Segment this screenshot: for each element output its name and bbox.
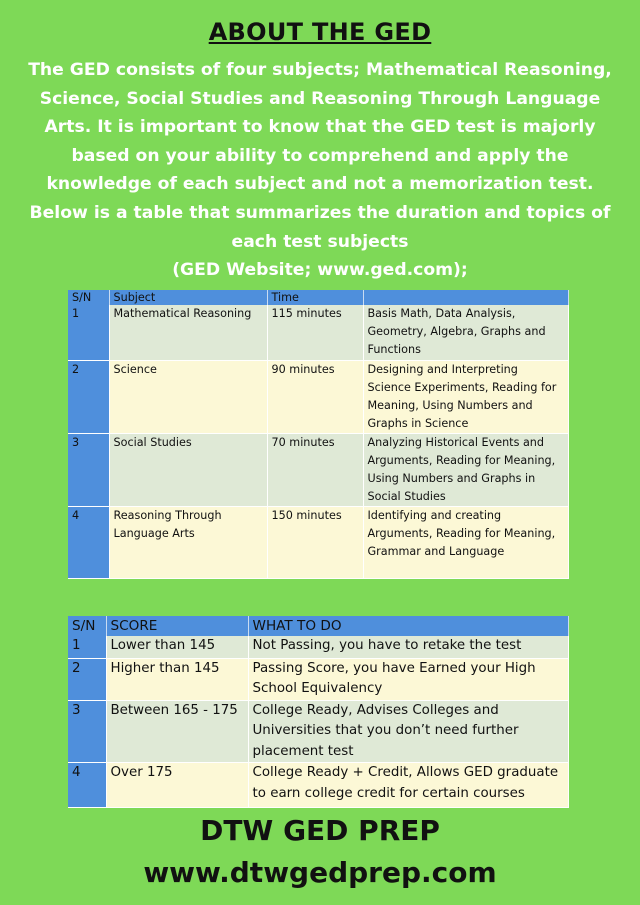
row-sn: 2 bbox=[68, 658, 106, 700]
row-sn: 3 bbox=[68, 700, 106, 763]
row-subject: Social Studies bbox=[109, 433, 267, 506]
row-subject: Reasoning Through Language Arts bbox=[109, 506, 267, 578]
subjects-table bbox=[68, 290, 569, 579]
table-row bbox=[68, 305, 568, 360]
header-topics bbox=[363, 290, 568, 305]
row-subject: Mathematical Reasoning bbox=[109, 305, 267, 360]
row-sn: 4 bbox=[68, 763, 106, 808]
header-sn: S/N bbox=[68, 290, 109, 305]
row-score: Lower than 145 bbox=[106, 636, 248, 658]
table-row bbox=[68, 636, 568, 658]
page-title: ABOUT THE GED bbox=[208, 18, 432, 46]
row-sn: 1 bbox=[68, 305, 109, 360]
header-score: SCORE bbox=[106, 616, 248, 636]
table-row bbox=[68, 763, 568, 808]
table-row bbox=[68, 360, 568, 433]
row-score: Between 165 - 175 bbox=[106, 700, 248, 763]
score-table bbox=[68, 616, 569, 808]
row-sn: 4 bbox=[68, 506, 109, 578]
score-header-row bbox=[68, 616, 568, 636]
header-subject: Subject bbox=[109, 290, 267, 305]
row-sn: 1 bbox=[68, 636, 106, 658]
row-action: College Ready + Credit, Allows GED graduate to earn college credit for certain courses bbox=[248, 763, 568, 808]
row-time: 150 minutes bbox=[267, 506, 363, 578]
row-time: 115 minutes bbox=[267, 305, 363, 360]
row-topics: Basis Math, Data Analysis, Geometry, Algebra, Graphs and Functions bbox=[363, 305, 568, 360]
row-sn: 3 bbox=[68, 433, 109, 506]
row-sn: 2 bbox=[68, 360, 109, 433]
row-topics: Designing and Interpreting Science Experiments, Reading for Meaning, Using Numbers and Graphs in Science bbox=[363, 360, 568, 433]
header-sn: S/N bbox=[68, 616, 106, 636]
intro-paragraph bbox=[22, 56, 618, 285]
brand-name: DTW GED PREP bbox=[200, 814, 440, 847]
row-subject: Science bbox=[109, 360, 267, 433]
intro-source: (GED Website; www.ged.com); bbox=[172, 260, 468, 281]
table-row bbox=[68, 700, 568, 763]
table-row bbox=[68, 506, 568, 578]
row-topics: Identifying and creating Arguments, Reading for Meaning, Grammar and Language bbox=[363, 506, 568, 578]
website-url: www.dtwgedprep.com bbox=[143, 856, 497, 889]
header-what-to-do: WHAT TO DO bbox=[248, 616, 568, 636]
header-time: Time bbox=[267, 290, 363, 305]
row-action: Passing Score, you have Earned your High School Equivalency bbox=[248, 658, 568, 700]
row-action: Not Passing, you have to retake the test bbox=[248, 636, 568, 658]
row-score: Higher than 145 bbox=[106, 658, 248, 700]
intro-text: The GED consists of four subjects; Mathematical Reasoning, Science, Social Studies and Reasoning Through Language Arts. It is important to know that the GED test is majorly based on your ability to comprehend and apply the knowledge of each subject and not a memorization test. Below is a table that summarizes the duration and topics of each test subjects bbox=[28, 60, 612, 252]
subjects-header-row bbox=[68, 290, 568, 305]
row-time: 70 minutes bbox=[267, 433, 363, 506]
row-time: 90 minutes bbox=[267, 360, 363, 433]
table-row bbox=[68, 658, 568, 700]
table-row bbox=[68, 433, 568, 506]
row-score: Over 175 bbox=[106, 763, 248, 808]
row-action: College Ready, Advises Colleges and Universities that you don’t need further placement test bbox=[248, 700, 568, 763]
row-topics: Analyzing Historical Events and Arguments, Reading for Meaning, Using Numbers and Graphs in Social Studies bbox=[363, 433, 568, 506]
